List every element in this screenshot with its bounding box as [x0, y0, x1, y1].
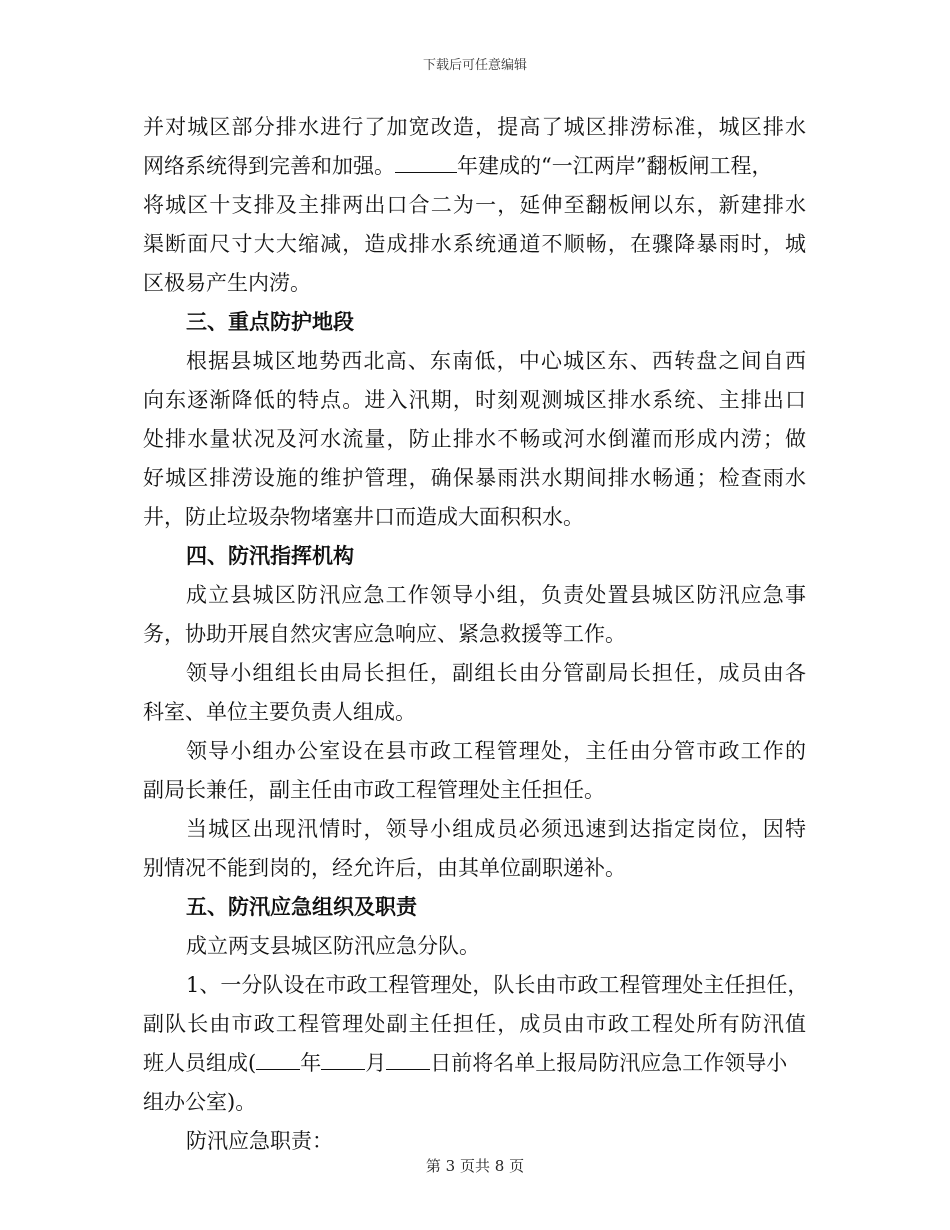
fill-blank-month [321, 1051, 365, 1070]
fill-blank-year [256, 1051, 300, 1070]
text-line: 领导小组组长由局长担任，副组长由分管副局长担任，成员由各 [186, 661, 806, 685]
document-body [143, 108, 809, 1161]
text-line: 别情况不能到岗的，经允许后，由其单位副职递补。 [143, 856, 626, 880]
text-line: 副局长兼任，副主任由市政工程管理处主任担任。 [143, 778, 605, 802]
text-line: 根据县城区地势西北高、东南低，中心城区东、西转盘之间自西 [186, 349, 806, 373]
text-line: 务，协助开展自然灾害应急响应、紧急救援等工作。 [143, 622, 626, 646]
text-line: 将城区十支排及主排两出口合二为一，延伸至翻板闸以东，新建排水 [143, 193, 806, 217]
paragraph-command-group [143, 576, 806, 654]
paragraph-key-areas [143, 342, 806, 537]
section-heading-organization: 五、防汛应急组织及职责 [186, 895, 417, 919]
paragraph-leadership [143, 654, 806, 732]
paragraph-office [143, 732, 806, 810]
text-line: 好城区排涝设施的维护管理，确保暴雨洪水期间排水畅通；检查雨水 [143, 466, 806, 490]
page-header: 下载后可任意编辑 [422, 58, 527, 73]
text-line: 1、一分队设在市政工程管理处，队长由市政工程管理处主任担任， [186, 973, 809, 997]
fill-blank-day [386, 1051, 430, 1070]
text-line: 向东逐渐降低的特点。进入汛期，时刻观测城区排水系统、主排出口 [143, 388, 806, 412]
text-line: 当城区出现汛情时，领导小组成员必须迅速到达指定岗位，因特 [186, 817, 806, 841]
text-segment: 月 [365, 1051, 387, 1075]
text-line: 副队长由市政工程管理处副主任担任，成员由市政工程处所有防汛值 [143, 1012, 806, 1036]
page-number: 第 3 页共 8 页 [425, 1157, 525, 1175]
text-segment: 网络系统得到完善和加强。 [143, 154, 395, 178]
text-line: 井，防止垃圾杂物堵塞井口而造成大面积积水。 [143, 505, 584, 529]
section-heading-key-areas: 三、重点防护地段 [186, 310, 354, 334]
section-heading-command: 四、防汛指挥机构 [186, 544, 354, 568]
text-line: 科室、单位主要负责人组成。 [143, 700, 416, 724]
text-line: 成立县城区防汛应急工作领导小组，负责处置县城区防汛应急事 [186, 583, 806, 607]
paragraph-duties-label: 防汛应急职责： [186, 1129, 333, 1153]
text-line: 并对城区部分排水进行了加宽改造，提高了城区排涝标准，城区排水 [143, 115, 806, 139]
paragraph-drainage-history [143, 108, 806, 303]
text-segment: 日前将名单上报局防汛应急工作领导小 [430, 1051, 788, 1075]
text-line [143, 1044, 806, 1083]
text-line: 渠断面尺寸大大缩减，造成排水系统通道不顺畅，在骤降暴雨时，城 [143, 232, 806, 256]
paragraph-teams: 成立两支县城区防汛应急分队。 [186, 934, 480, 958]
text-segment: 班人员组成( [143, 1051, 257, 1075]
fill-blank-year [395, 154, 457, 173]
text-line: 区极易产生内涝。 [143, 271, 311, 295]
text-line [143, 147, 806, 186]
paragraph-flood-duty [143, 810, 806, 888]
text-line: 组办公室)。 [143, 1090, 257, 1114]
text-segment: 年建成的“一江两岸”翻板闸工程， [457, 154, 773, 178]
text-segment: 年 [300, 1051, 322, 1075]
text-line: 领导小组办公室设在县市政工程管理处，主任由分管市政工作的 [186, 739, 806, 763]
text-line: 处排水量状况及河水流量，防止排水不畅或河水倒灌而形成内涝；做 [143, 427, 806, 451]
paragraph-team-one [143, 966, 809, 1122]
